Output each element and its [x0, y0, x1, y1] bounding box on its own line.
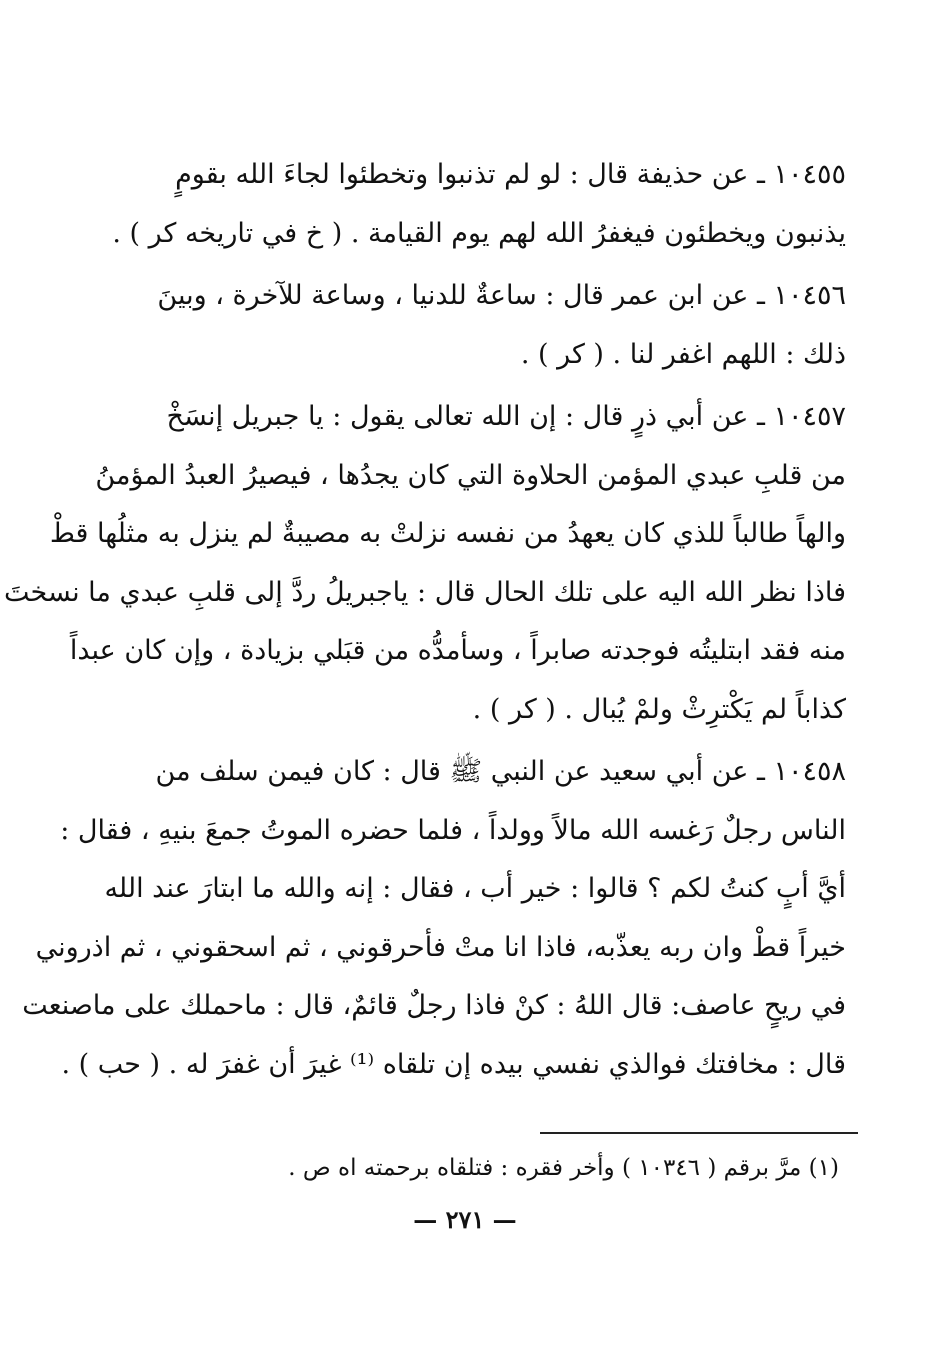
hadith-10455 — [112, 146, 846, 263]
footnote: (١) مرَّ برقم ( ١٠٣٤٦ ) وأخر فقره : فتلقاه برحمته اه ص . — [288, 1155, 839, 1181]
text-line: منه فقد ابتليتُه فوجدته صابراً ، وسأمدُّه من قبَلي بزيادة ، وإن كان عبداً — [69, 635, 846, 666]
text-line: ١٠٤٥٧ ـ عن أبي ذرٍ قال : إن الله تعالى يقول : يا جبريل إنسَخْ — [166, 401, 846, 432]
hadith-10456 — [152, 267, 846, 384]
text-line: ١٠٤٥٥ ـ عن حذيفة قال : لو لم تذنبوا وتخطئوا لجاءَ الله بقومٍ — [175, 159, 846, 190]
text-line: ١٠٤٥٨ ـ عن أبي سعيد عن النبي ﷺ قال : كان فيمن سلف من — [155, 756, 846, 787]
text-line: خيراً قطْ وان ربه يعذّبه، فاذا انا متْ فأحرقوني ، ثم اسحقوني ، ثم اذروني — [35, 931, 846, 963]
text-line: في ريحٍ عاصف: قال اللهُ : كنْ فاذا رجلٌ قائمٌ، قال : ماحملك على ماصنعت — [22, 990, 846, 1021]
text-line: من قلبِ عبدي المؤمن الحلاوة التي كان يجدُها ، فيصيرُ العبدُ المؤمنُ — [95, 459, 846, 491]
hadith-10457 — [4, 388, 846, 739]
footnote-divider — [540, 1132, 858, 1134]
text-line: أيَّ أبٍ كنتُ لكم ؟ قالوا : خير أب ، فقال : إنه والله ما ابتارَ عند الله — [104, 873, 846, 904]
text-line: فاذا نظر الله اليه على تلك الحال قال : ياجبريلُ ردَّ إلى قلبِ عبدي ما نسختَ — [4, 576, 846, 608]
text-line: ١٠٤٥٦ ـ عن ابن عمر قال : ساعةٌ للدنيا ، وساعة للآخرة ، وبينَ — [157, 280, 846, 311]
text-line: يذنبون ويخطئون فيغفرُ الله لهم يوم القيامة . ( خ في تاريخه كر ) . — [112, 217, 846, 249]
text-line: ذلك : اللهم اغفر لنا . ( كر ) . — [520, 338, 846, 370]
hadith-10458 — [22, 743, 846, 1094]
text-line: الناس رجلٌ رَغسه الله مالاً وولداً ، فلما حضره الموتُ جمعَ بنيهِ ، فقال : — [60, 814, 846, 846]
text-line: قال : مخافتك فوالذي نفسي بيده إن تلقاه ⁽¹⁾ غيرَ أن غفرَ له . ( حب ) . — [61, 1048, 846, 1080]
text-line: والهاً طالباً للذي كان يعهدُ من نفسه نزلتْ به مصيبةٌ لم ينزل به مثلُها قطْ — [49, 518, 846, 549]
main-text — [4, 146, 846, 1094]
page-number: — ٢٧١ — — [413, 1205, 517, 1234]
text-line: كذاباً لم يَكْترِثْ ولمْ يُبال . ( كر ) . — [472, 693, 846, 725]
